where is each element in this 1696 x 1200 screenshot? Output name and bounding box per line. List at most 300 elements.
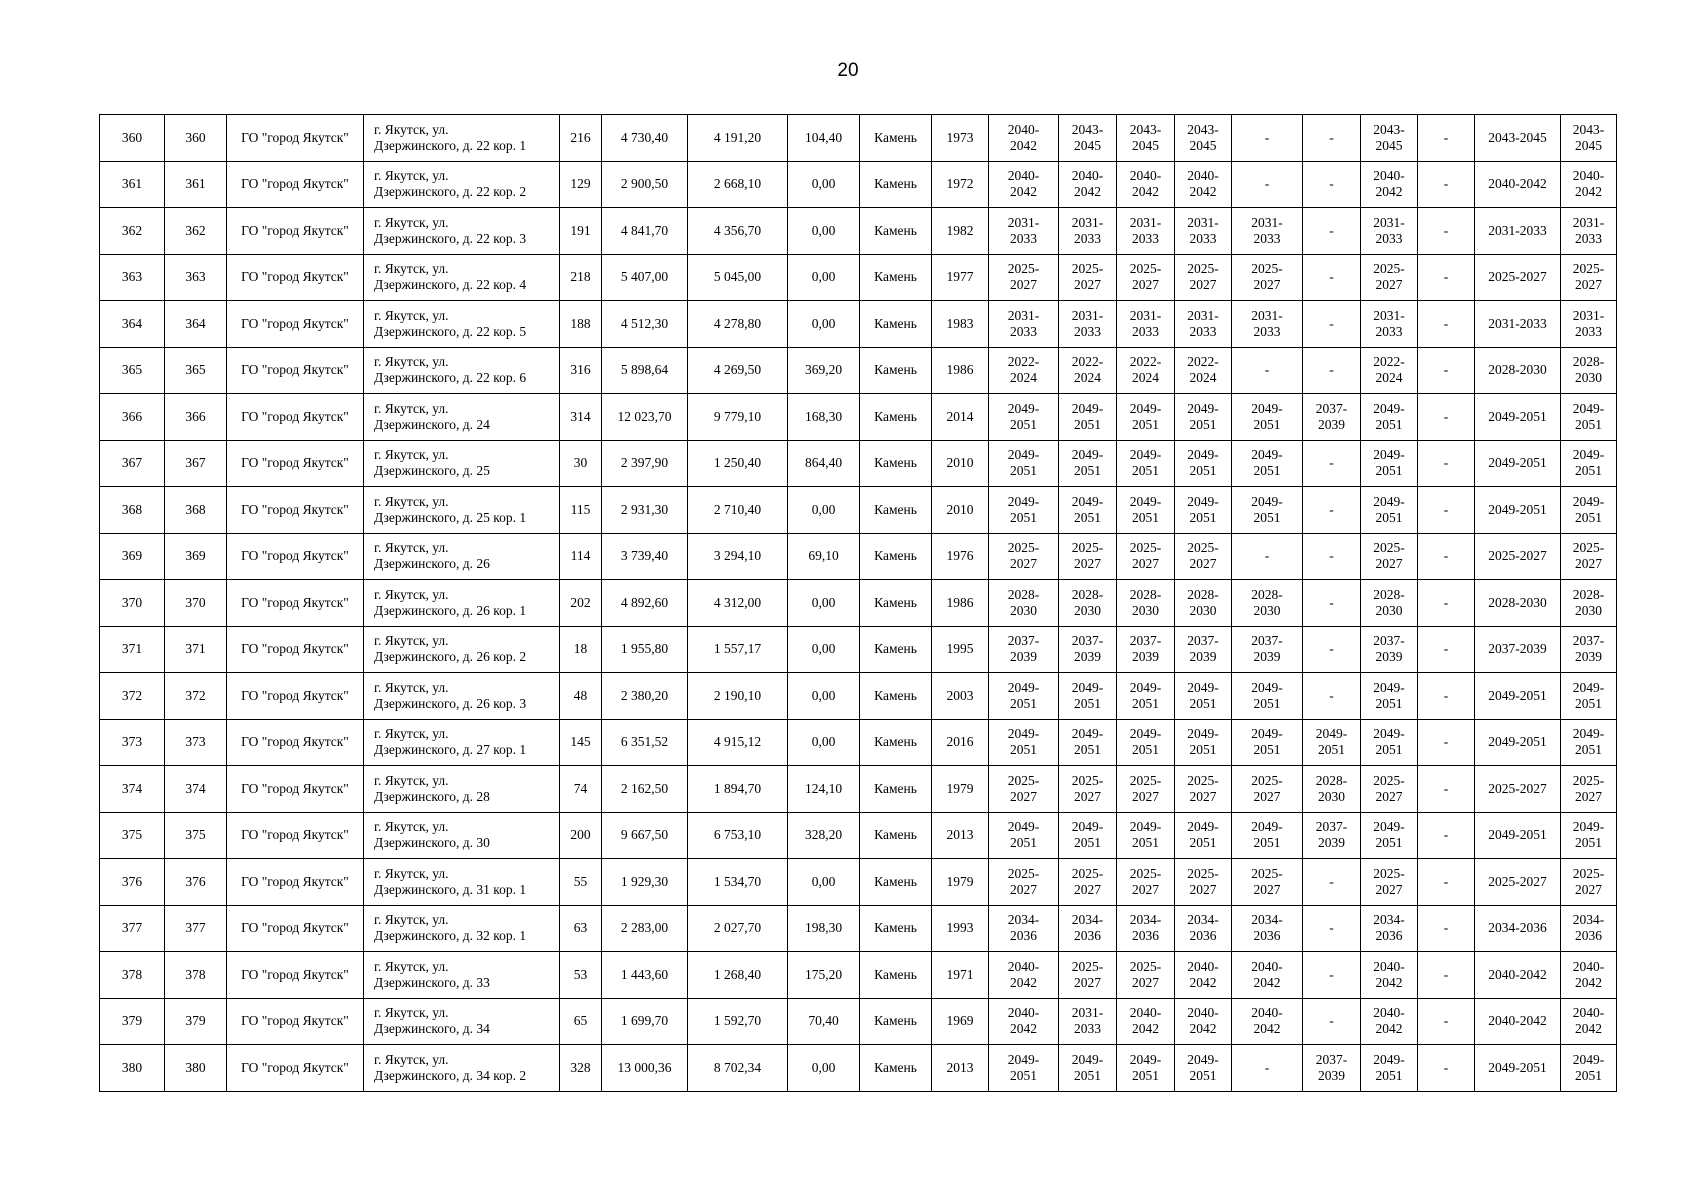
period-2-line-2: 2033	[1074, 230, 1101, 246]
period-2-line-1: 2031-	[1071, 1005, 1104, 1021]
period-4-cell	[1175, 347, 1232, 394]
period-9-cell: 2025-2027	[1475, 859, 1561, 906]
period-3-cell	[1117, 812, 1175, 859]
period-2-line-2: 2027	[1074, 277, 1101, 293]
period-5-line-2: 2051	[1253, 835, 1281, 851]
period-4-line-2: 2042	[1189, 1021, 1217, 1037]
address-line-1: г. Якутск, ул.	[374, 912, 449, 928]
period-6-cell	[1303, 394, 1361, 441]
period-1-line-2: 2027	[1010, 277, 1037, 293]
period-1-line-1: 2049-	[1007, 493, 1040, 509]
register-number-cell: 376	[165, 859, 227, 906]
period-1-line-2: 2042	[1010, 974, 1037, 990]
period-4-line-1: 2025-	[1187, 540, 1219, 556]
period-1-line-2: 2027	[1010, 788, 1037, 804]
nonresidential-area-cell: 0,00	[788, 208, 860, 255]
period-4-line-2: 2051	[1189, 1067, 1217, 1083]
period-5-cell	[1232, 998, 1303, 1045]
period-5-line-2: 2042	[1253, 974, 1281, 990]
address-cell	[364, 161, 560, 208]
period-2-cell	[1059, 440, 1117, 487]
period-2-line-1: 2049-	[1071, 447, 1104, 463]
municipality-cell: ГО "город Якутск"	[227, 719, 364, 766]
period-6-line-1: -	[1329, 641, 1334, 657]
municipality-cell: ГО "город Якутск"	[227, 301, 364, 348]
period-10-cell	[1561, 859, 1617, 906]
period-5-line-1: 2034-	[1251, 912, 1283, 928]
period-7-line-2: 2039	[1375, 649, 1403, 665]
seq-number-cell: 363	[100, 254, 165, 301]
wall-material-cell: Камень	[860, 487, 932, 534]
residents-cell: 48	[560, 673, 602, 720]
address-line-2: Дзержинского, д. 26	[374, 556, 490, 572]
period-2-cell	[1059, 859, 1117, 906]
period-4-line-2: 2036	[1189, 928, 1217, 944]
period-8-cell: -	[1418, 859, 1475, 906]
register-number-cell: 379	[165, 998, 227, 1045]
register-number-cell: 369	[165, 533, 227, 580]
period-7-cell	[1361, 905, 1418, 952]
period-1-cell	[989, 952, 1059, 999]
register-number-cell: 380	[165, 1045, 227, 1092]
municipality-cell: ГО "город Якутск"	[227, 440, 364, 487]
period-2-line-2: 2051	[1074, 1067, 1101, 1083]
period-10-line-1: 2049-	[1572, 447, 1605, 463]
housing-register-table	[99, 114, 1617, 1092]
period-2-line-1: 2037-	[1071, 633, 1104, 649]
residential-area-cell: 1 557,17	[688, 626, 788, 673]
period-9-cell: 2034-2036	[1475, 905, 1561, 952]
period-5-line-2: 2027	[1253, 788, 1281, 804]
period-3-cell	[1117, 347, 1175, 394]
address-line-2: Дзержинского, д. 34 кор. 2	[374, 1067, 527, 1083]
period-2-line-1: 2049-	[1071, 726, 1104, 742]
address-cell	[364, 1045, 560, 1092]
period-4-cell	[1175, 859, 1232, 906]
address-cell	[364, 115, 560, 162]
municipality-cell: ГО "город Якутск"	[227, 580, 364, 627]
period-1-line-2: 2042	[1010, 137, 1037, 153]
period-4-cell	[1175, 719, 1232, 766]
period-1-line-1: 2037-	[1007, 633, 1040, 649]
table-row	[100, 905, 1617, 952]
period-6-line-1: -	[1329, 455, 1334, 471]
table-row	[100, 487, 1617, 534]
period-1-cell	[989, 347, 1059, 394]
period-10-line-1: 2040-	[1572, 958, 1605, 974]
period-6-line-1: -	[1329, 1013, 1334, 1029]
period-1-line-2: 2033	[1010, 230, 1037, 246]
total-area-cell: 2 283,00	[602, 905, 688, 952]
period-10-line-2: 2051	[1575, 463, 1602, 479]
period-7-cell	[1361, 440, 1418, 487]
period-10-line-1: 2037-	[1572, 633, 1605, 649]
period-3-cell	[1117, 673, 1175, 720]
period-2-cell	[1059, 161, 1117, 208]
period-2-line-2: 2033	[1074, 323, 1101, 339]
period-10-line-2: 2027	[1575, 277, 1602, 293]
period-3-line-2: 2051	[1132, 695, 1159, 711]
period-6-line-1: -	[1329, 362, 1334, 378]
period-9-cell: 2049-2051	[1475, 719, 1561, 766]
wall-material-cell: Камень	[860, 905, 932, 952]
period-7-line-2: 2051	[1375, 463, 1403, 479]
period-3-line-1: 2034-	[1129, 912, 1162, 928]
municipality-cell: ГО "город Якутск"	[227, 859, 364, 906]
period-5-line-1: 2049-	[1251, 726, 1283, 742]
period-6-cell	[1303, 533, 1361, 580]
table-row	[100, 347, 1617, 394]
period-6-cell	[1303, 580, 1361, 627]
register-number-cell: 371	[165, 626, 227, 673]
period-10-line-2: 2051	[1575, 695, 1602, 711]
period-10-cell	[1561, 440, 1617, 487]
period-2-line-1: 2025-	[1071, 540, 1104, 556]
residents-cell: 74	[560, 766, 602, 813]
period-1-cell	[989, 208, 1059, 255]
register-number-cell: 373	[165, 719, 227, 766]
commissioning-year-cell: 1973	[932, 115, 989, 162]
period-1-line-2: 2036	[1010, 928, 1037, 944]
wall-material-cell: Камень	[860, 208, 932, 255]
period-10-line-1: 2049-	[1572, 400, 1605, 416]
seq-number-cell: 379	[100, 998, 165, 1045]
period-5-cell	[1232, 766, 1303, 813]
period-6-line-1: -	[1329, 548, 1334, 564]
total-area-cell: 1 955,80	[602, 626, 688, 673]
period-7-cell	[1361, 394, 1418, 441]
residential-area-cell: 6 753,10	[688, 812, 788, 859]
period-1-line-2: 2033	[1010, 323, 1037, 339]
period-1-cell	[989, 859, 1059, 906]
period-10-line-2: 2042	[1575, 1021, 1602, 1037]
period-1-line-2: 2042	[1010, 1021, 1037, 1037]
period-6-line-2: 2039	[1318, 835, 1345, 851]
wall-material-cell: Камень	[860, 673, 932, 720]
period-1-cell	[989, 812, 1059, 859]
period-10-line-1: 2028-	[1572, 586, 1605, 602]
residents-cell: 216	[560, 115, 602, 162]
period-6-cell	[1303, 998, 1361, 1045]
period-6-line-1: -	[1329, 176, 1334, 192]
table-row	[100, 812, 1617, 859]
address-line-1: г. Якутск, ул.	[374, 679, 449, 695]
period-4-line-1: 2025-	[1187, 865, 1219, 881]
residents-cell: 328	[560, 1045, 602, 1092]
seq-number-cell: 370	[100, 580, 165, 627]
residential-area-cell: 1 592,70	[688, 998, 788, 1045]
period-3-line-2: 2027	[1132, 788, 1159, 804]
address-line-1: г. Якутск, ул.	[374, 307, 449, 323]
address-line-1: г. Якутск, ул.	[374, 354, 449, 370]
period-2-cell	[1059, 812, 1117, 859]
period-1-line-1: 2049-	[1007, 819, 1040, 835]
residents-cell: 115	[560, 487, 602, 534]
period-1-line-1: 2034-	[1007, 912, 1040, 928]
period-3-line-2: 2051	[1132, 416, 1159, 432]
period-6-cell	[1303, 254, 1361, 301]
period-9-cell: 2028-2030	[1475, 580, 1561, 627]
period-4-cell	[1175, 952, 1232, 999]
period-3-cell	[1117, 952, 1175, 999]
nonresidential-area-cell: 0,00	[788, 626, 860, 673]
total-area-cell: 4 841,70	[602, 208, 688, 255]
period-8-cell: -	[1418, 487, 1475, 534]
wall-material-cell: Камень	[860, 998, 932, 1045]
address-line-2: Дзержинского, д. 25	[374, 463, 490, 479]
wall-material-cell: Камень	[860, 254, 932, 301]
period-3-line-2: 2051	[1132, 463, 1159, 479]
address-line-1: г. Якутск, ул.	[374, 540, 449, 556]
period-2-line-1: 2028-	[1071, 586, 1104, 602]
period-4-cell	[1175, 440, 1232, 487]
commissioning-year-cell: 2013	[932, 812, 989, 859]
address-line-2: Дзержинского, д. 26 кор. 3	[374, 695, 527, 711]
period-2-cell	[1059, 580, 1117, 627]
period-6-cell	[1303, 1045, 1361, 1092]
total-area-cell: 2 900,50	[602, 161, 688, 208]
period-4-line-2: 2033	[1189, 323, 1217, 339]
address-line-2: Дзержинского, д. 22 кор. 4	[374, 277, 527, 293]
address-line-1: г. Якутск, ул.	[374, 214, 449, 230]
commissioning-year-cell: 2013	[932, 1045, 989, 1092]
period-4-cell	[1175, 533, 1232, 580]
residents-cell: 145	[560, 719, 602, 766]
wall-material-cell: Камень	[860, 626, 932, 673]
table-row	[100, 998, 1617, 1045]
period-9-cell: 2049-2051	[1475, 440, 1561, 487]
period-10-line-2: 2033	[1575, 230, 1602, 246]
period-5-line-1: -	[1264, 176, 1270, 192]
period-5-line-2: 2042	[1253, 1021, 1281, 1037]
residential-area-cell: 3 294,10	[688, 533, 788, 580]
period-7-line-1: 2040-	[1373, 1005, 1405, 1021]
municipality-cell: ГО "город Якутск"	[227, 115, 364, 162]
period-7-line-1: 2025-	[1373, 772, 1405, 788]
period-4-cell	[1175, 1045, 1232, 1092]
period-7-cell	[1361, 812, 1418, 859]
total-area-cell: 1 699,70	[602, 998, 688, 1045]
period-4-cell	[1175, 580, 1232, 627]
period-1-line-1: 2031-	[1007, 214, 1040, 230]
period-4-line-1: 2049-	[1187, 493, 1219, 509]
period-4-line-2: 2042	[1189, 184, 1217, 200]
period-2-line-2: 2036	[1074, 928, 1101, 944]
period-3-line-2: 2027	[1132, 556, 1159, 572]
address-line-2: Дзержинского, д. 27 кор. 1	[374, 742, 527, 758]
residential-area-cell: 4 269,50	[688, 347, 788, 394]
period-8-cell: -	[1418, 394, 1475, 441]
period-3-line-1: 2049-	[1129, 447, 1162, 463]
address-line-2: Дзержинского, д. 22 кор. 2	[374, 184, 527, 200]
commissioning-year-cell: 1976	[932, 533, 989, 580]
period-10-cell	[1561, 580, 1617, 627]
period-5-cell	[1232, 1045, 1303, 1092]
period-6-cell	[1303, 301, 1361, 348]
period-6-line-1: -	[1329, 315, 1334, 331]
period-4-cell	[1175, 301, 1232, 348]
period-10-line-1: 2025-	[1572, 261, 1605, 277]
period-6-line-1: -	[1329, 594, 1334, 610]
period-5-line-2: 2030	[1253, 602, 1281, 618]
table-row	[100, 1045, 1617, 1092]
address-cell	[364, 254, 560, 301]
period-4-cell	[1175, 487, 1232, 534]
period-4-line-2: 2051	[1189, 463, 1217, 479]
period-2-cell	[1059, 673, 1117, 720]
period-5-cell	[1232, 161, 1303, 208]
period-4-line-1: 2049-	[1187, 447, 1219, 463]
period-7-cell	[1361, 580, 1418, 627]
address-line-2: Дзержинского, д. 24	[374, 416, 490, 432]
period-2-line-1: 2049-	[1071, 493, 1104, 509]
period-7-line-1: 2049-	[1373, 493, 1405, 509]
commissioning-year-cell: 2014	[932, 394, 989, 441]
period-6-line-1: 2037-	[1315, 819, 1348, 835]
period-8-cell: -	[1418, 673, 1475, 720]
period-2-line-2: 2039	[1074, 649, 1101, 665]
period-4-cell	[1175, 161, 1232, 208]
commissioning-year-cell: 2010	[932, 487, 989, 534]
period-10-line-2: 2045	[1575, 137, 1602, 153]
period-2-line-2: 2027	[1074, 556, 1101, 572]
period-10-line-2: 2036	[1575, 928, 1602, 944]
address-line-1: г. Якутск, ул.	[374, 1005, 449, 1021]
wall-material-cell: Камень	[860, 859, 932, 906]
period-7-line-2: 2042	[1375, 974, 1403, 990]
period-3-cell	[1117, 115, 1175, 162]
period-1-line-1: 2049-	[1007, 679, 1040, 695]
period-3-cell	[1117, 440, 1175, 487]
period-1-line-1: 2049-	[1007, 1051, 1040, 1067]
commissioning-year-cell: 1972	[932, 161, 989, 208]
period-5-line-2: 2039	[1253, 649, 1281, 665]
total-area-cell: 4 730,40	[602, 115, 688, 162]
period-1-line-2: 2030	[1010, 602, 1037, 618]
period-2-line-2: 2051	[1074, 416, 1101, 432]
nonresidential-area-cell: 0,00	[788, 254, 860, 301]
municipality-cell: ГО "город Якутск"	[227, 254, 364, 301]
period-6-cell	[1303, 208, 1361, 255]
period-3-cell	[1117, 719, 1175, 766]
period-5-line-2: 2027	[1253, 881, 1281, 897]
period-4-cell	[1175, 626, 1232, 673]
period-7-line-1: 2043-	[1373, 121, 1405, 137]
table-body	[100, 115, 1617, 1092]
total-area-cell: 1 443,60	[602, 952, 688, 999]
period-10-line-1: 2040-	[1572, 1005, 1605, 1021]
commissioning-year-cell: 1979	[932, 859, 989, 906]
period-3-line-1: 2049-	[1129, 819, 1162, 835]
period-8-cell: -	[1418, 301, 1475, 348]
address-cell	[364, 952, 560, 999]
total-area-cell: 2 380,20	[602, 673, 688, 720]
period-3-line-2: 2051	[1132, 835, 1159, 851]
period-7-cell	[1361, 161, 1418, 208]
period-1-line-2: 2051	[1010, 835, 1037, 851]
period-1-cell	[989, 440, 1059, 487]
commissioning-year-cell: 1977	[932, 254, 989, 301]
residents-cell: 55	[560, 859, 602, 906]
municipality-cell: ГО "город Якутск"	[227, 1045, 364, 1092]
period-2-line-1: 2031-	[1071, 307, 1104, 323]
period-4-line-2: 2039	[1189, 649, 1217, 665]
period-3-line-2: 2036	[1132, 928, 1159, 944]
period-6-line-1: -	[1329, 920, 1334, 936]
period-3-line-1: 2025-	[1129, 865, 1162, 881]
total-area-cell: 4 512,30	[602, 301, 688, 348]
residents-cell: 65	[560, 998, 602, 1045]
nonresidential-area-cell: 369,20	[788, 347, 860, 394]
period-8-cell: -	[1418, 347, 1475, 394]
seq-number-cell: 362	[100, 208, 165, 255]
period-4-cell	[1175, 998, 1232, 1045]
register-number-cell: 372	[165, 673, 227, 720]
total-area-cell: 13 000,36	[602, 1045, 688, 1092]
period-9-cell: 2040-2042	[1475, 998, 1561, 1045]
residents-cell: 30	[560, 440, 602, 487]
period-7-line-1: 2028-	[1373, 586, 1405, 602]
page-number: 20	[837, 60, 859, 81]
municipality-cell: ГО "город Якутск"	[227, 347, 364, 394]
nonresidential-area-cell: 198,30	[788, 905, 860, 952]
period-2-cell	[1059, 998, 1117, 1045]
register-number-cell: 374	[165, 766, 227, 813]
period-6-cell	[1303, 905, 1361, 952]
period-5-line-1: 2031-	[1251, 307, 1283, 323]
period-10-cell	[1561, 766, 1617, 813]
period-4-line-1: 2031-	[1187, 307, 1219, 323]
period-5-cell	[1232, 905, 1303, 952]
period-10-line-1: 2031-	[1572, 214, 1605, 230]
period-8-cell: -	[1418, 1045, 1475, 1092]
period-1-cell	[989, 301, 1059, 348]
period-5-cell	[1232, 487, 1303, 534]
period-7-cell	[1361, 673, 1418, 720]
period-5-line-2: 2051	[1253, 416, 1281, 432]
table-row	[100, 952, 1617, 999]
period-3-line-2: 2051	[1132, 509, 1159, 525]
period-2-line-1: 2043-	[1071, 121, 1104, 137]
period-10-line-1: 2049-	[1572, 679, 1605, 695]
commissioning-year-cell: 1986	[932, 347, 989, 394]
period-2-line-2: 2051	[1074, 509, 1101, 525]
period-10-cell	[1561, 998, 1617, 1045]
period-1-cell	[989, 254, 1059, 301]
period-10-line-2: 2033	[1575, 323, 1602, 339]
wall-material-cell: Камень	[860, 766, 932, 813]
period-1-cell	[989, 487, 1059, 534]
period-10-cell	[1561, 533, 1617, 580]
period-3-cell	[1117, 254, 1175, 301]
period-1-cell	[989, 673, 1059, 720]
period-2-line-2: 2033	[1074, 1021, 1101, 1037]
period-3-line-1: 2049-	[1129, 493, 1162, 509]
period-5-line-1: -	[1264, 548, 1270, 564]
period-7-line-2: 2027	[1375, 277, 1403, 293]
period-3-line-1: 2040-	[1129, 168, 1162, 184]
seq-number-cell: 377	[100, 905, 165, 952]
period-2-line-1: 2025-	[1071, 772, 1104, 788]
total-area-cell: 2 397,90	[602, 440, 688, 487]
address-line-1: г. Якутск, ул.	[374, 261, 449, 277]
period-2-line-1: 2034-	[1071, 912, 1104, 928]
period-1-cell	[989, 766, 1059, 813]
address-line-1: г. Якутск, ул.	[374, 400, 449, 416]
period-5-cell	[1232, 952, 1303, 999]
address-line-1: г. Якутск, ул.	[374, 1051, 449, 1067]
residential-area-cell: 1 894,70	[688, 766, 788, 813]
